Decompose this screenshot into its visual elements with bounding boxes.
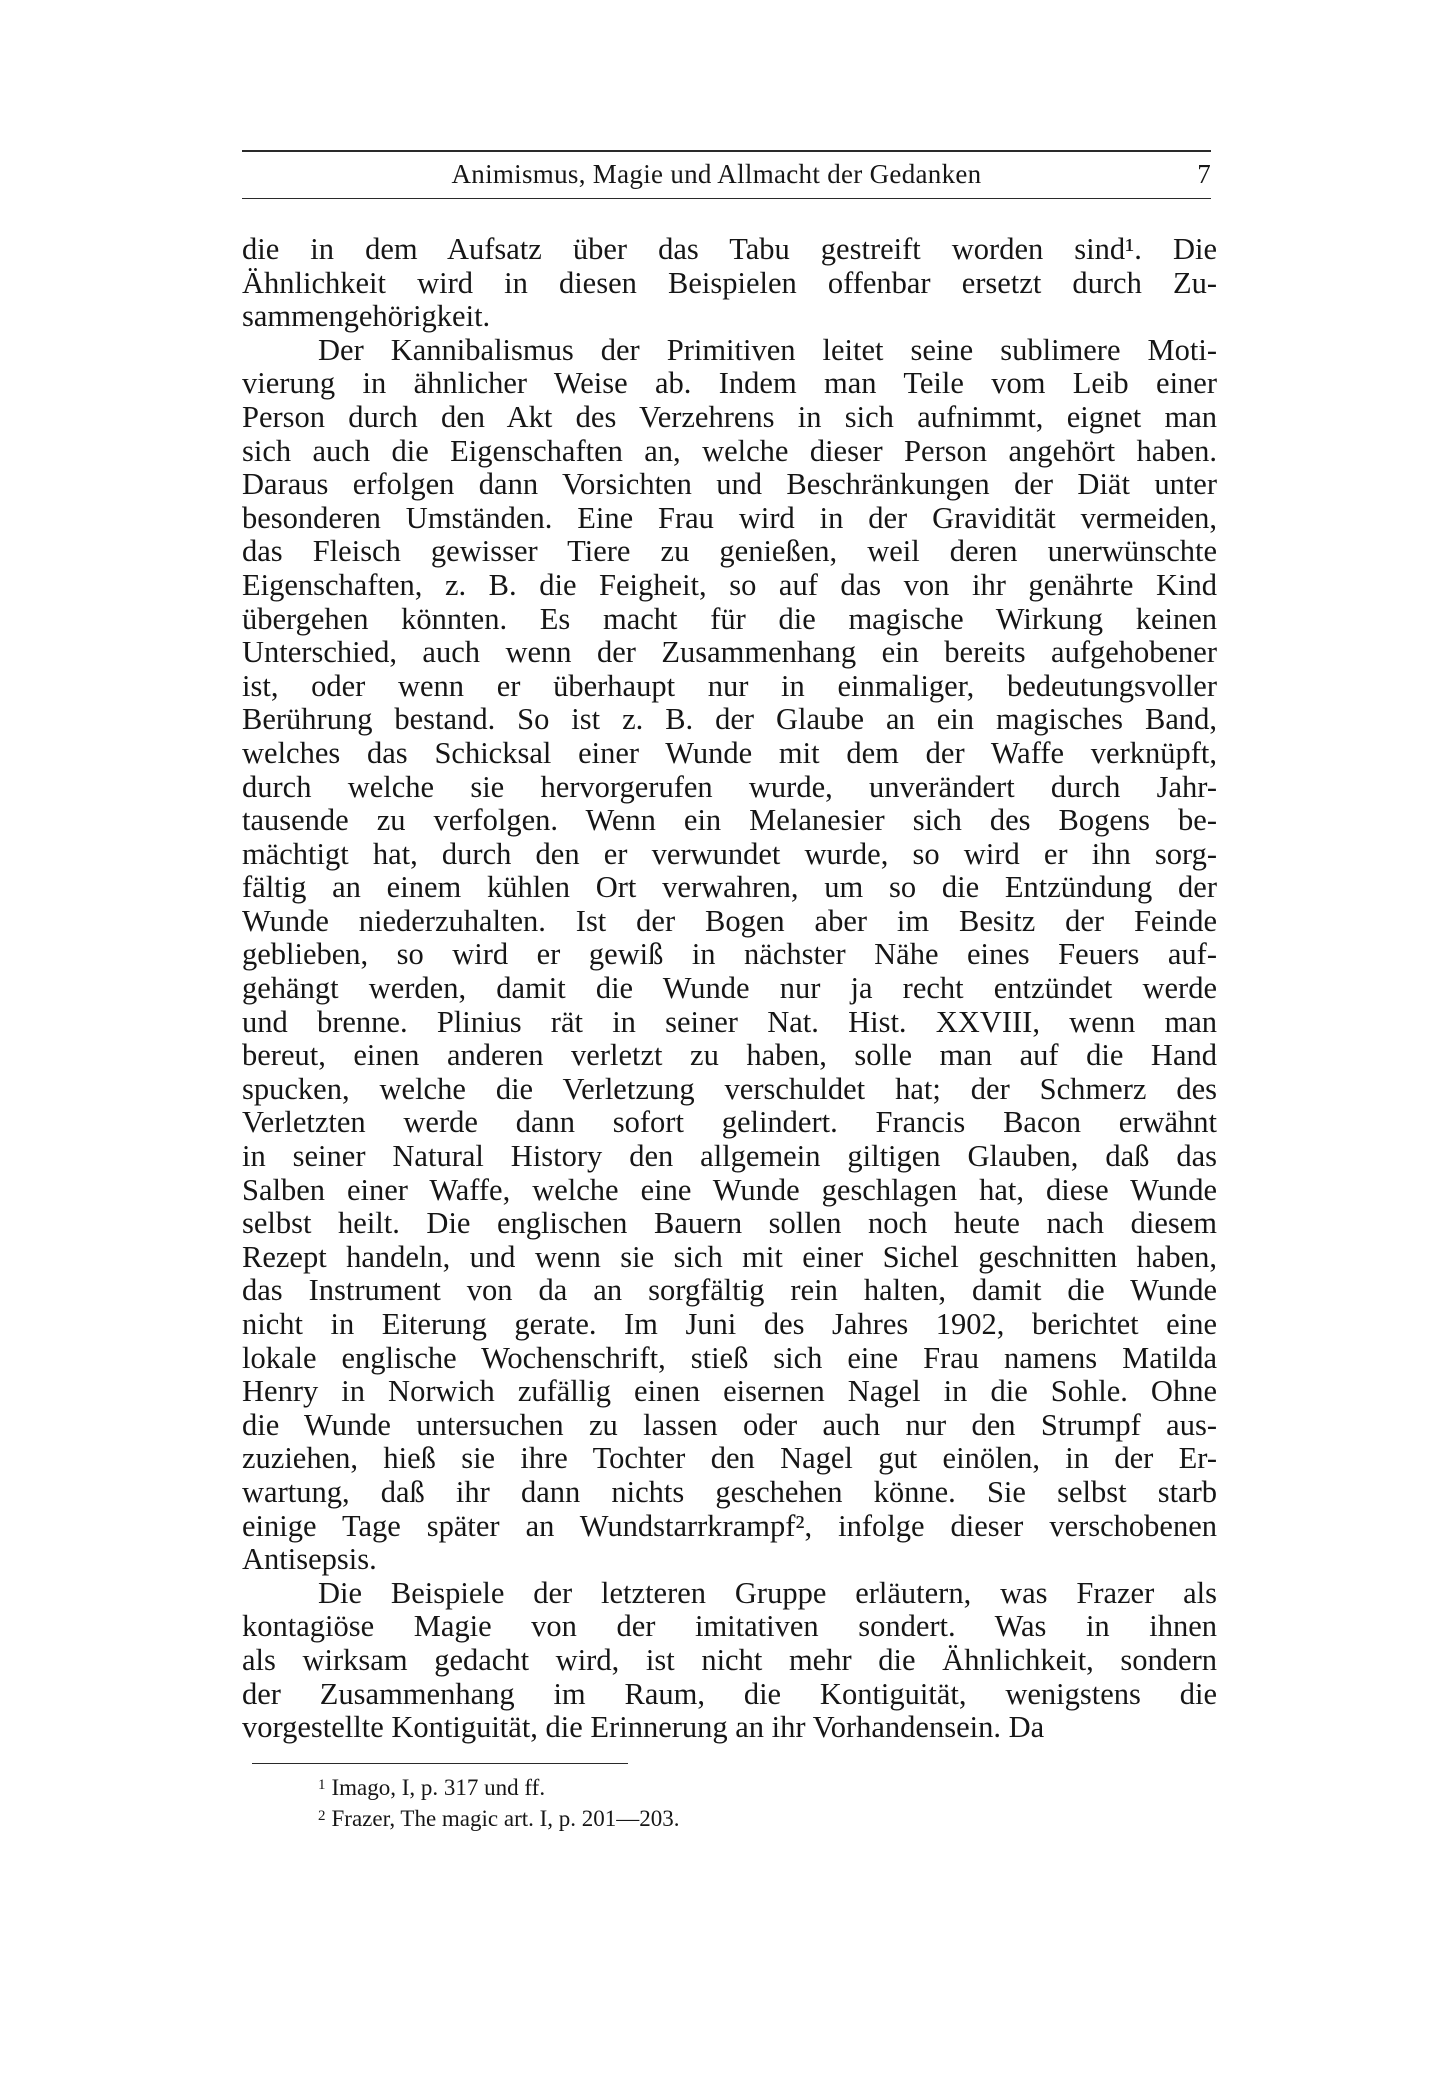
running-head: [242, 155, 1211, 193]
text-line: bereut, einen anderen verletzt zu haben, solle man auf die Hand: [242, 1038, 1217, 1073]
text-line: besonderen Umständen. Eine Frau wird in der Gravidität vermeiden,: [242, 500, 1217, 535]
text-line: Unterschied, auch wenn der Zusammenhang ein bereits aufgehobener: [242, 635, 1217, 670]
text-line: zuziehen, hieß sie ihre Tochter den Nagel gut einölen, in der Er-: [242, 1441, 1217, 1476]
text-line: einige Tage später an Wundstarrkrampf², infolge dieser verschobenen: [242, 1508, 1217, 1543]
footnote-text: Imago, I, p. 317 und ff.: [331, 1775, 546, 1800]
text-line: in seiner Natural History den allgemein giltigen Glauben, daß das: [242, 1139, 1217, 1174]
text-line: Eigenschaften, z. B. die Feigheit, so auf das von ihr genährte Kind: [242, 567, 1217, 602]
footnote-mark: 1: [318, 1777, 326, 1793]
text-line: welches das Schicksal einer Wunde mit dem der Waffe verknüpft,: [242, 735, 1217, 770]
text-line: ist, oder wenn er überhaupt nur in einmaliger, bedeutungsvoller: [242, 668, 1217, 703]
text-line: Antisepsis.: [242, 1542, 377, 1577]
text-line: lokale englische Wochenschrift, stieß sich eine Frau namens Matilda: [242, 1340, 1217, 1375]
text-line: Der Kannibalismus der Primitiven leitet seine sublimere Moti-: [318, 332, 1217, 367]
running-title: Animismus, Magie und Allmacht der Gedanken: [451, 158, 982, 189]
text-line: Verletzten werde dann sofort gelindert. Francis Bacon erwähnt: [242, 1105, 1217, 1140]
text-line: durch welche sie hervorgerufen wurde, unverändert durch Jahr-: [242, 769, 1217, 804]
page-number: 7: [1197, 158, 1211, 189]
text-line: Daraus erfolgen dann Vorsichten und Beschränkungen der Diät unter: [242, 467, 1217, 502]
text-line: der Zusammenhang im Raum, die Kontiguität, wenigstens die: [242, 1676, 1217, 1711]
text-line: Die Beispiele der letzteren Gruppe erläutern, was Frazer als: [318, 1575, 1217, 1610]
footnotes: [318, 1770, 680, 1832]
text-line: kontagiöse Magie von der imitativen sondert. Was in ihnen: [242, 1609, 1217, 1644]
text-line: Rezept handeln, und wenn sie sich mit einer Sichel geschnitten haben,: [242, 1239, 1217, 1274]
text-line: übergehen könnten. Es macht für die magische Wirkung keinen: [242, 601, 1217, 636]
text-line: wartung, daß ihr dann nichts geschehen könne. Sie selbst starb: [242, 1474, 1217, 1509]
text-line: Berührung bestand. So ist z. B. der Glaube an ein magisches Band,: [242, 702, 1217, 737]
text-line: spucken, welche die Verletzung verschuldet hat; der Schmerz des: [242, 1071, 1217, 1106]
header-rule-top: [242, 150, 1211, 152]
text-line: gehängt werden, damit die Wunde nur ja recht entzündet werde: [242, 971, 1217, 1006]
text-line: Salben einer Waffe, welche eine Wunde geschlagen hat, diese Wunde: [242, 1172, 1217, 1207]
text-line: sammengehörigkeit.: [242, 299, 491, 334]
footnote-text: Frazer, The magic art. I, p. 201—203.: [331, 1806, 680, 1831]
text-line: mächtigt hat, durch den er verwundet wurde, so wird er ihn sorg-: [242, 836, 1217, 871]
text-line: und brenne. Plinius rät in seiner Nat. Hist. XXVIII, wenn man: [242, 1004, 1217, 1039]
header-rule-bottom: [242, 198, 1211, 199]
text-line: vierung in ähnlicher Weise ab. Indem man Teile vom Leib einer: [242, 366, 1217, 401]
text-line: Wunde niederzuhalten. Ist der Bogen aber im Besitz der Feinde: [242, 903, 1217, 938]
text-line: das Instrument von da an sorgfältig rein halten, damit die Wunde: [242, 1273, 1217, 1308]
text-line: das Fleisch gewisser Tiere zu genießen, weil deren unerwünschte: [242, 534, 1217, 569]
text-line: vorgestellte Kontiguität, die Erinnerung an ihr Vorhandensein. Da: [242, 1710, 1045, 1745]
body-text: [242, 233, 1217, 1745]
text-line: geblieben, so wird er gewiß in nächster Nähe eines Feuers auf-: [242, 937, 1217, 972]
text-line: die Wunde untersuchen zu lassen oder auch nur den Strumpf aus-: [242, 1407, 1217, 1442]
text-line: tausende zu verfolgen. Wenn ein Melanesier sich des Bogens be-: [242, 803, 1217, 838]
footnote: [318, 1801, 680, 1832]
text-line: die in dem Aufsatz über das Tabu gestreift worden sind¹. Die: [242, 232, 1217, 266]
text-line: Henry in Norwich zufällig einen eisernen Nagel in die Sohle. Ohne: [242, 1374, 1217, 1409]
text-line: Ähnlichkeit wird in diesen Beispielen offenbar ersetzt durch Zu-: [242, 265, 1217, 300]
text-line: nicht in Eiterung gerate. Im Juni des Jahres 1902, berichtet eine: [242, 1307, 1217, 1341]
text-line: fältig an einem kühlen Ort verwahren, um so die Entzündung der: [242, 870, 1217, 905]
text-line: selbst heilt. Die englischen Bauern sollen noch heute nach diesem: [242, 1206, 1217, 1241]
text-line: als wirksam gedacht wird, ist nicht mehr die Ähnlichkeit, sondern: [242, 1642, 1217, 1677]
footnote-rule: [252, 1763, 628, 1764]
text-line: sich auch die Eigenschaften an, welche dieser Person angehört haben.: [242, 433, 1217, 468]
text-line: Person durch den Akt des Verzehrens in sich aufnimmt, eignet man: [242, 399, 1217, 434]
footnote-mark: 2: [318, 1808, 326, 1824]
footnote: [318, 1770, 680, 1801]
